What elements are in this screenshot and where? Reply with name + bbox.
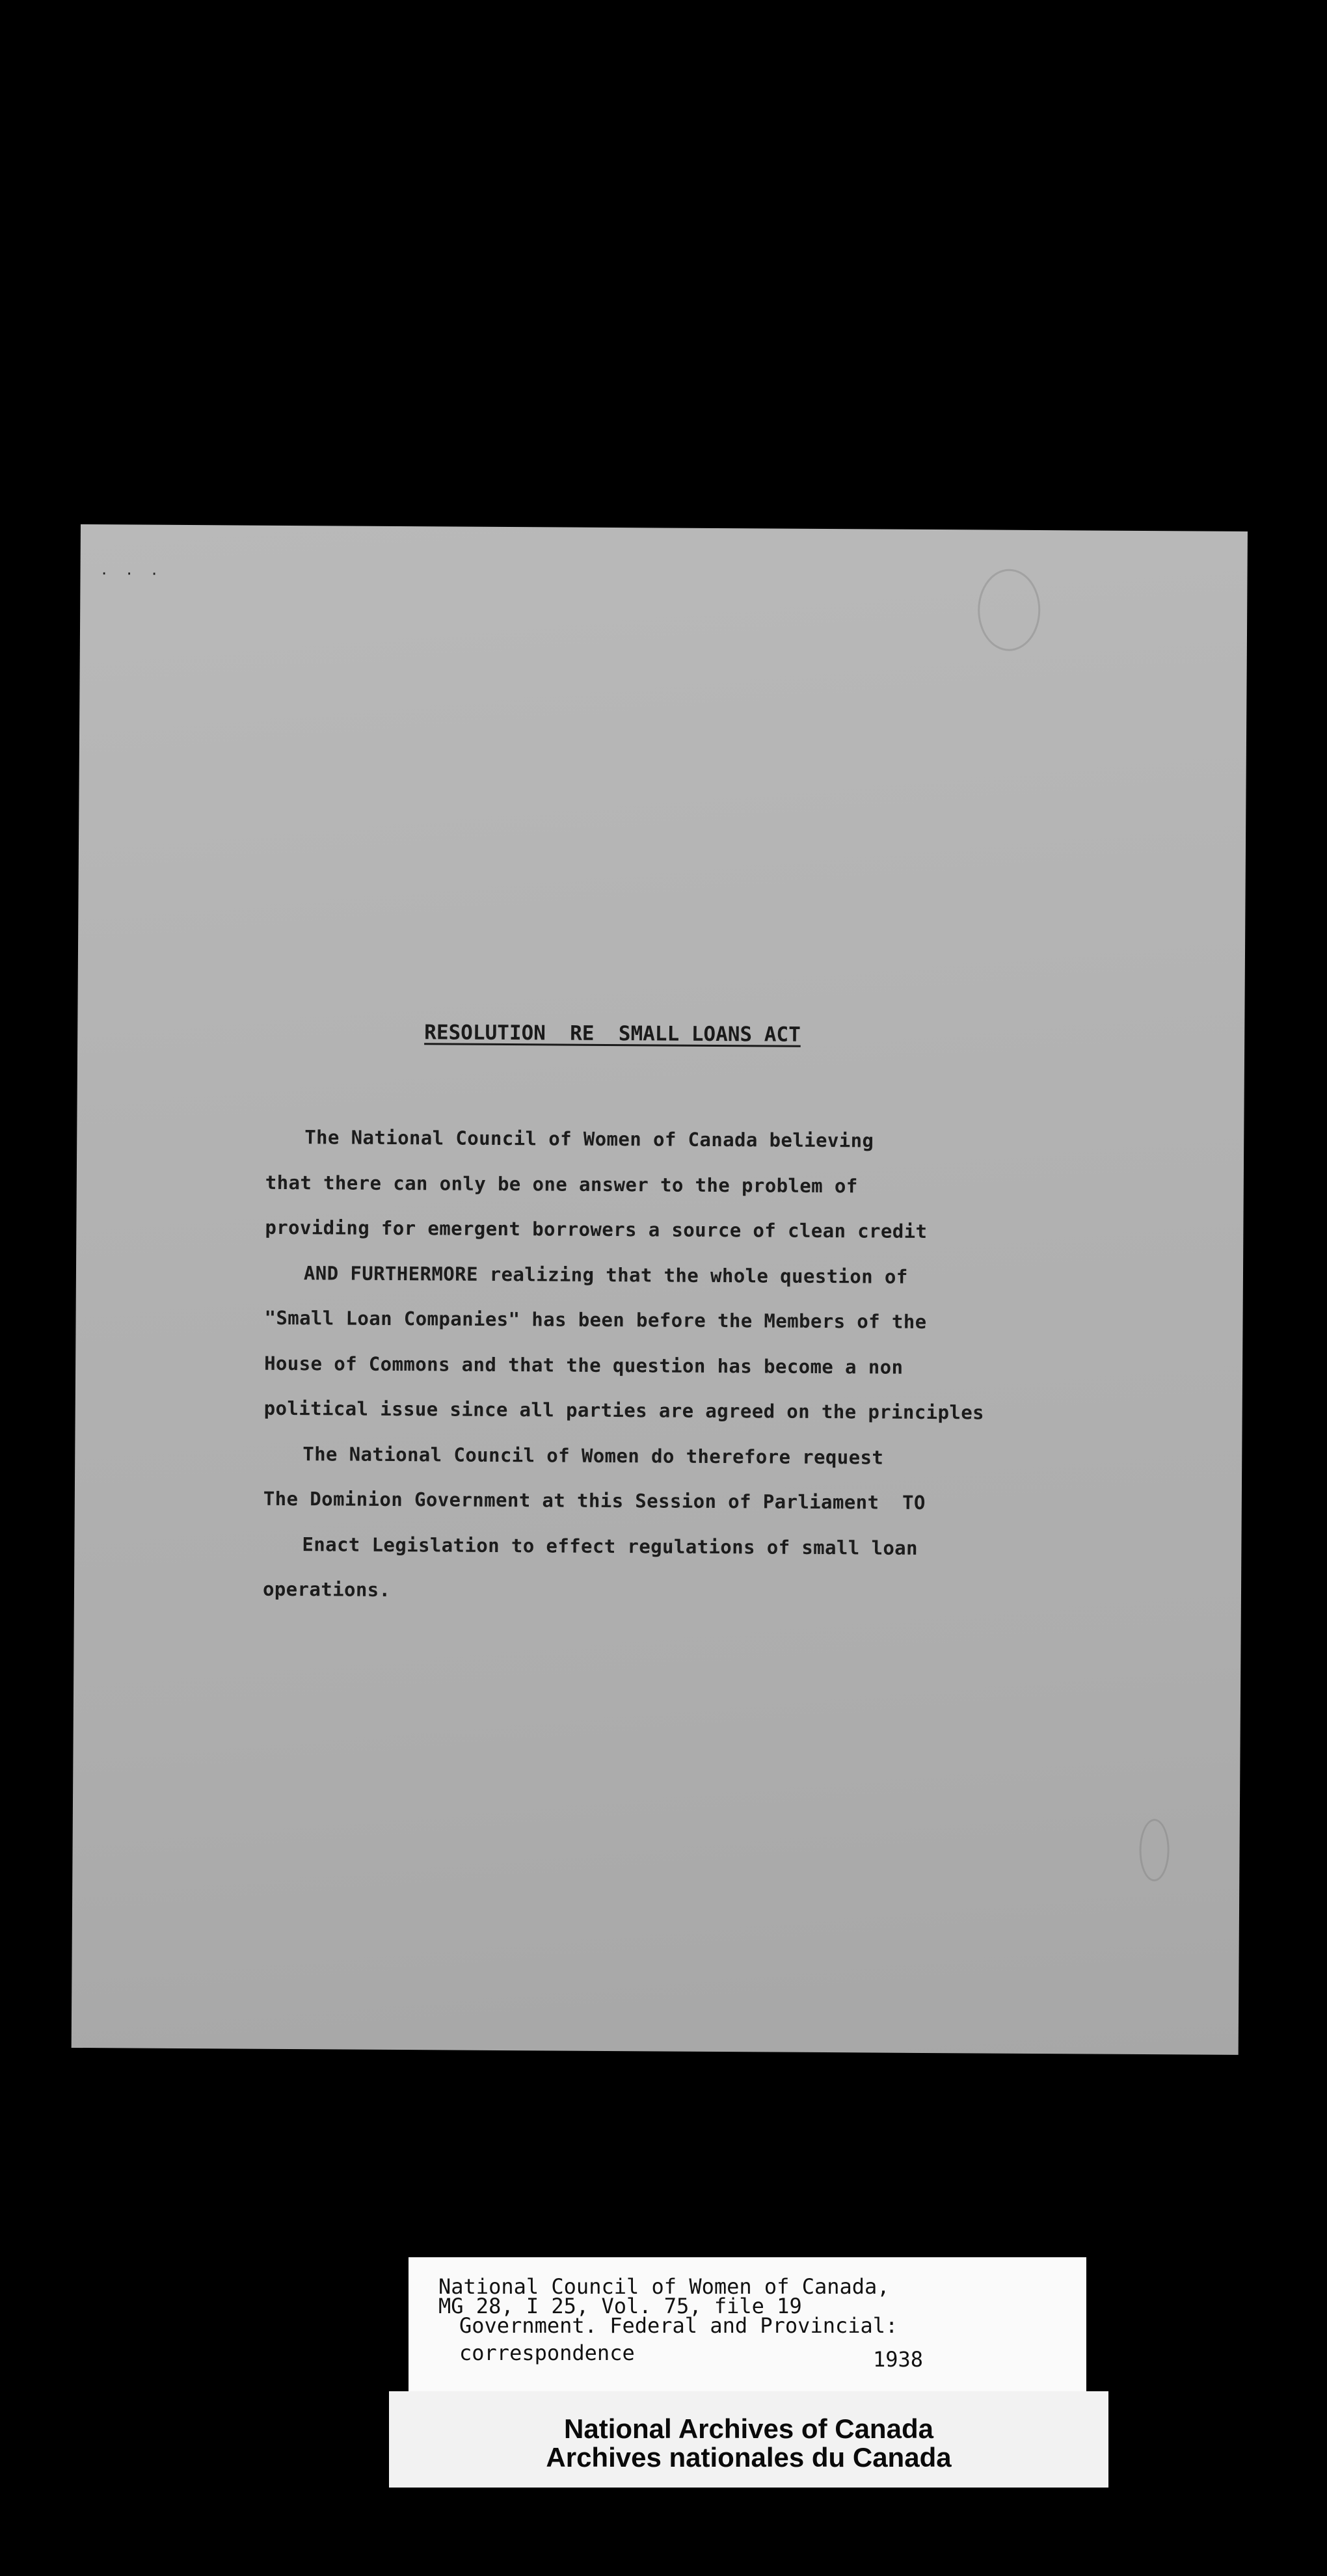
reference-line-2: MG 28, I 25, Vol. 75, file 19 (438, 2294, 802, 2318)
reference-label (409, 2257, 1086, 2395)
corner-marks: . . . (100, 562, 163, 579)
faint-stamp-mark (978, 569, 1041, 651)
document-title: RESOLUTION RE SMALL LOANS ACT (424, 1021, 801, 1047)
body-line: political issue since all parties are agreed on the principles (263, 1397, 985, 1424)
body-line: House of Commons and that the question has become a non (264, 1352, 904, 1378)
archives-name-english: National Archives of Canada (564, 2413, 933, 2444)
document-body (263, 1124, 1177, 1627)
body-line: Enact Legislation to effect regulations of small loan (302, 1533, 918, 1559)
archives-name-french: Archives nationales du Canada (546, 2442, 952, 2473)
document-page (72, 524, 1248, 2055)
reference-line-1: National Council of Women of Canada, (438, 2274, 890, 2299)
body-line: that there can only be one answer to the problem of (265, 1171, 858, 1197)
faint-stamp-mark (1139, 1819, 1170, 1881)
body-line: operations. (262, 1577, 391, 1601)
body-line: "Small Loan Companies" has been before the Members of the (264, 1306, 927, 1333)
body-line: providing for emergent borrowers a source of clean credit (265, 1216, 928, 1242)
body-line: The National Council of Women do therefore request (302, 1442, 884, 1469)
reference-line-3: Government. Federal and Provincial: (459, 2313, 898, 2338)
archives-label (389, 2391, 1108, 2488)
body-line: The Dominion Government at this Session of Parliament TO (263, 1487, 926, 1514)
body-line: The National Council of Women of Canada believing (304, 1126, 874, 1152)
reference-year: 1938 (873, 2347, 924, 2372)
body-line: AND FURTHERMORE realizing that the whole question of (303, 1261, 908, 1288)
reference-line-4: correspondence (459, 2341, 635, 2365)
